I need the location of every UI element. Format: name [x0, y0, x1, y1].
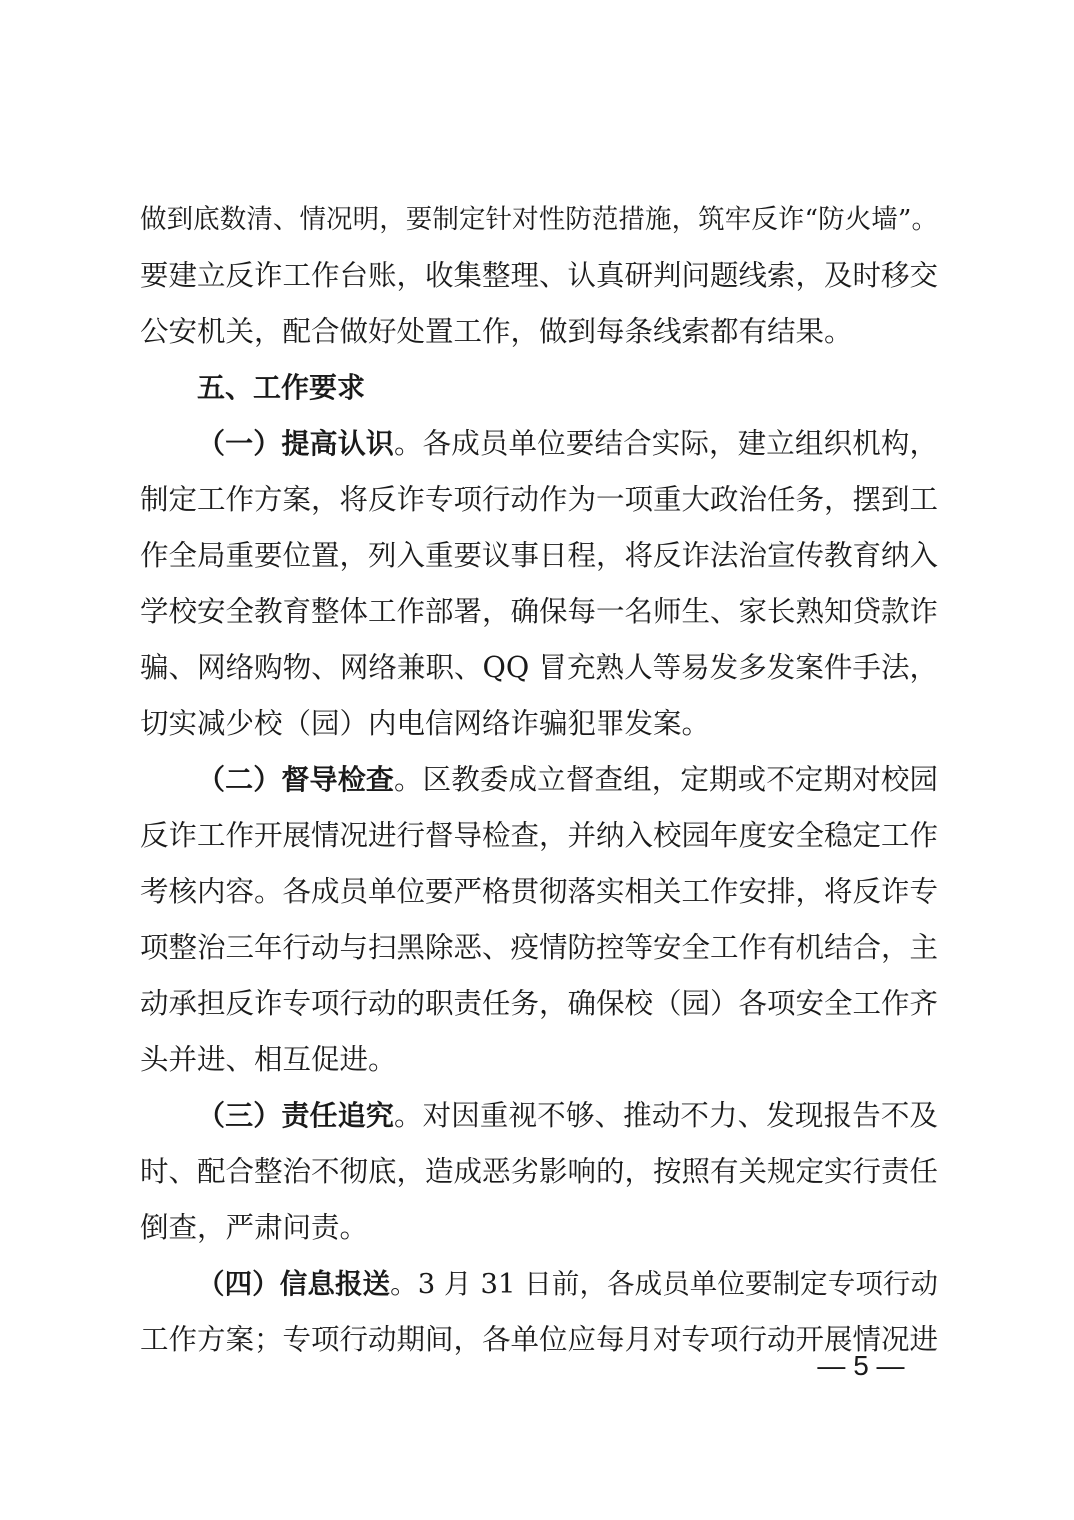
paragraph-line: 要建立反诈工作台账，收集整理、认真研判问题线索，及时移交: [140, 259, 939, 292]
paragraph-first-line: [197, 424, 938, 464]
paragraph-line: 考核内容。各成员单位要严格贯彻落实相关工作安排，将反诈专: [140, 875, 939, 908]
paragraph-text: 。区教委成立督查组，定期或不定期对校园: [393, 763, 938, 796]
paragraph-lead: （二）督导检查: [197, 763, 394, 796]
paragraph-text: 。对因重视不够、推动不力、发现报告不及: [393, 1099, 938, 1132]
paragraph-text: 。3 月 31 日前，各成员单位要制定专项行动: [390, 1268, 939, 1300]
paragraph-line: 公安机关，配合做好处置工作，做到每条线索都有结果。: [140, 315, 853, 348]
paragraph-text: 。各成员单位要结合实际，建立组织机构，: [393, 427, 938, 460]
paragraph-first-line: [197, 1096, 938, 1136]
paragraph-lead: （一）提高认识: [197, 427, 394, 460]
page-number: — 5 —: [817, 1350, 905, 1381]
paragraph-line: 头并进、相互促进。: [140, 1043, 397, 1076]
paragraph-line: 骗、网络购物、网络兼职、QQ 冒充熟人等易发多发案件手法，: [140, 651, 938, 684]
paragraph-line: 作全局重要位置，列入重要议事日程，将反诈法治宣传教育纳入: [140, 539, 939, 572]
paragraph-line: 学校安全教育整体工作部署，确保每一名师生、家长熟知贷款诈: [140, 595, 939, 628]
paragraph-lead: （四）信息报送: [197, 1268, 391, 1300]
paragraph-line: 切实减少校（园）内电信网络诈骗犯罪发案。: [140, 707, 711, 740]
paragraph-line: 项整治三年行动与扫黑除恶、疫情防控等安全工作有机结合，主: [140, 931, 939, 964]
paragraph-first-line: [197, 1264, 938, 1304]
paragraph-line: 倒查，严肃问责。: [140, 1211, 369, 1244]
paragraph-first-line: [197, 760, 938, 800]
paragraph-lead: （三）责任追究: [197, 1099, 394, 1132]
paragraph-line: 做到底数清、情况明，要制定针对性防范措施，筑牢反诈“防火墙”。: [140, 204, 938, 235]
paragraph-line: 制定工作方案，将反诈专项行动作为一项重大政治任务，摆到工: [140, 483, 939, 516]
paragraph-line: 时、配合整治不彻底，造成恶劣影响的，按照有关规定实行责任: [140, 1155, 939, 1188]
section-heading: 五、工作要求: [197, 371, 366, 404]
paragraph-line: 动承担反诈专项行动的职责任务，确保校（园）各项安全工作齐: [140, 987, 939, 1020]
paragraph-line: 工作方案；专项行动期间，各单位应每月对专项行动开展情况进: [140, 1323, 939, 1356]
paragraph-line: 反诈工作开展情况进行督导检查，并纳入校园年度安全稳定工作: [140, 819, 939, 852]
